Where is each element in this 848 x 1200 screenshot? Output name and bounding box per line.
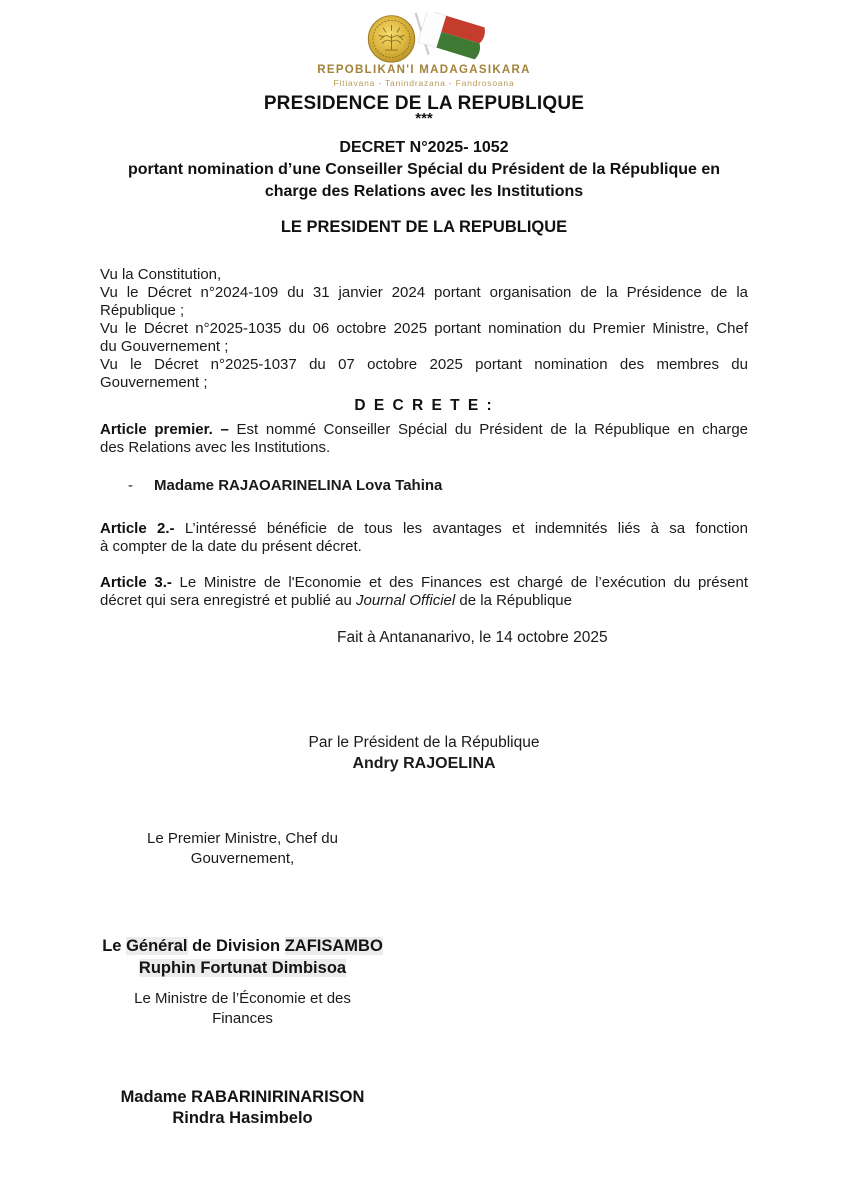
article-label: Article premier. – — [100, 421, 229, 438]
visa-line: Vu le Décret n°2025-1037 du 07 octobre 2025 portant nomination des membres du — [100, 356, 748, 373]
visa-line: Vu le Décret n°2024-109 du 31 janvier 2024 portant organisation de la Présidence de la — [100, 284, 748, 301]
visa-line: République ; — [100, 302, 185, 319]
prime-minister-name-block — [85, 935, 400, 979]
article-label: Article 2.- — [100, 520, 175, 537]
decree-heading — [0, 137, 848, 203]
pm-name-line2: Ruphin Fortunat Dimbisoa — [138, 959, 347, 977]
place-and-date: Fait à Antananarivo, le 14 octobre 2025 — [337, 629, 608, 646]
issuer-title: LE PRESIDENT DE LA REPUBLIQUE — [280, 218, 568, 236]
article-text: L’intéressé bénéficie de tous les avantages et indemnités liés à sa fonction — [174, 520, 748, 537]
pm-name-part: Le — [102, 937, 127, 955]
article-text: décret qui sera enregistré et publié au — [100, 592, 356, 609]
minister-title-line: Finances — [212, 1010, 273, 1027]
appointee-line — [128, 477, 442, 494]
appointee-name: Madame RAJAOARINELINA Lova Tahina — [154, 477, 443, 494]
pm-title-line: Gouvernement, — [190, 850, 295, 867]
by-president-label: Par le Président de la République — [308, 734, 540, 751]
madagascar-emblem-icon — [349, 12, 499, 64]
visa-line: Gouvernement ; — [100, 374, 208, 391]
finance-minister-title-block — [85, 989, 400, 1029]
article-3 — [100, 574, 748, 610]
minister-title-line: Le Ministre de l’Économie et des — [134, 990, 351, 1007]
article-text: Le Ministre de l'Economie et des Finances est chargé de l’exécution du présent — [171, 574, 748, 591]
republic-name: REPOBLIKAN'I MADAGASIKARA — [317, 64, 531, 76]
decree-subject-line2: charge des Relations avec les Institutions — [264, 183, 584, 200]
visa-line: Vu la Constitution, — [100, 266, 222, 283]
article-label: Article 3.- — [100, 574, 172, 591]
minister-name-line: Madame RABARINIRINARISON — [120, 1088, 365, 1106]
minister-name-line: Rindra Hasimbelo — [172, 1109, 313, 1127]
article-text: des Relations avec les Institutions. — [100, 439, 331, 456]
decrete-heading: D E C R E T E : — [354, 397, 494, 414]
finance-minister-name-block — [85, 1087, 400, 1129]
pm-name-part: ZAFISAMBO — [284, 937, 383, 955]
bullet-dash: - — [128, 477, 133, 494]
journal-officiel: Journal Officiel — [356, 592, 456, 609]
article-premier — [100, 421, 748, 457]
visa-line: Vu le Décret n°2025-1035 du 06 octobre 2025 portant nomination du Premier Ministre, Chef — [100, 320, 748, 337]
decree-subject-line1: portant nomination d’une Conseiller Spécial du Président de la République en — [127, 161, 721, 178]
pm-title-line: Le Premier Ministre, Chef du — [147, 830, 338, 847]
prime-minister-title-block — [85, 829, 400, 869]
president-name: Andry RAJOELINA — [352, 755, 496, 772]
decree-number: DECRET N°2025- 1052 — [339, 139, 509, 156]
article-text: à compter de la date du présent décret. — [100, 538, 362, 555]
president-signature-block — [0, 732, 848, 774]
article-text: de la République — [455, 592, 572, 609]
separator-stars: *** — [415, 110, 433, 127]
gold-seal-icon — [368, 16, 414, 62]
visa-clauses — [100, 266, 748, 392]
pm-name-part: de Division — [187, 937, 285, 955]
pm-name-part: Général — [126, 937, 188, 955]
article-text: Est nommé Conseiller Spécial du Président de la République en charge — [228, 421, 749, 438]
visa-line: du Gouvernement ; — [100, 338, 229, 355]
institution-title: PRESIDENCE DE LA REPUBLIQUE — [263, 93, 585, 114]
article-2 — [100, 520, 748, 556]
national-motto: Fitiavana - Tanindrazana - Fandrosoana — [333, 78, 515, 88]
